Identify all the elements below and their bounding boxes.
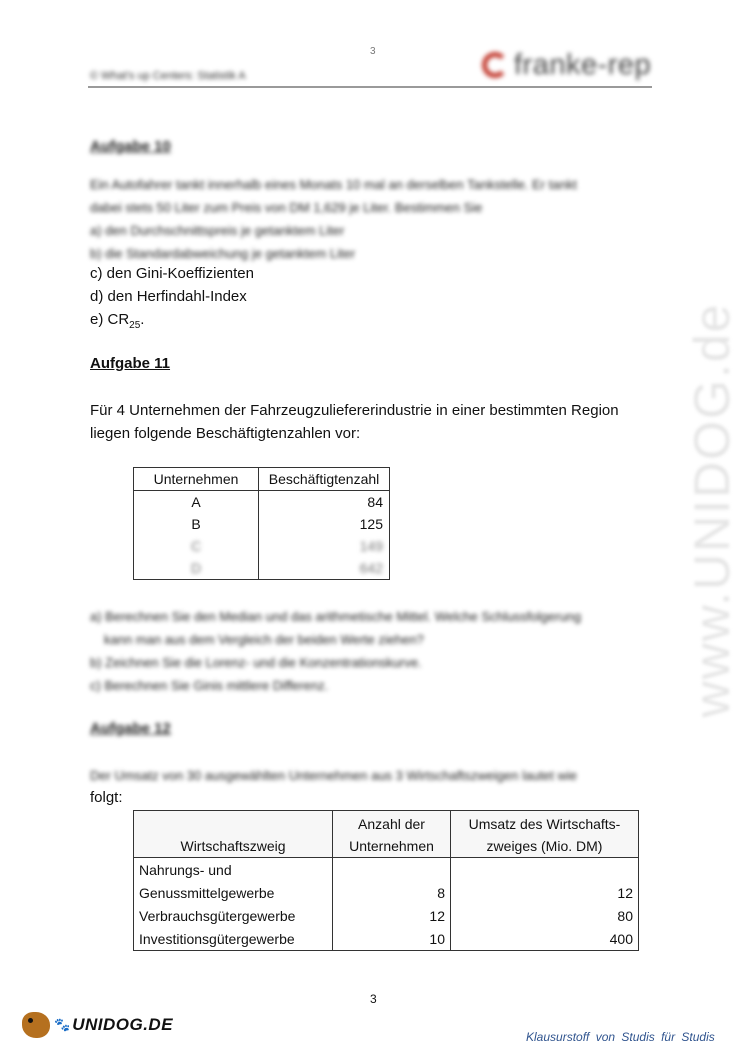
table-row: [134, 927, 639, 951]
sector-name: Genussmittelgewerbe: [134, 881, 333, 904]
company-count: [333, 858, 451, 882]
franke-rep-logo: [482, 45, 651, 85]
page-number: 3: [370, 992, 377, 1006]
aufgabe-12-heading: Aufgabe 12: [90, 720, 171, 737]
paw-icon: 🐾: [54, 1017, 71, 1032]
column-header-unternehmen: Unternehmen: [134, 468, 259, 491]
aufgabe-11-intro-line-1: Für 4 Unternehmen der Fahrzeugzuliefererindustrie in einer bestimmten Region: [90, 402, 619, 419]
company-count: 12: [333, 904, 451, 927]
aufgabe-10-intro-line-2: dabei stets 50 Liter zum Preis von DM 1,629 je Liter. Bestimmen Sie: [90, 200, 483, 215]
item-e-subscript: 25: [129, 320, 141, 331]
company-count: 8: [333, 881, 451, 904]
header-text-line-2: Unternehmen: [349, 838, 434, 854]
aufgabe-10-item-c: c) den Gini-Koeffizienten: [90, 265, 254, 282]
employee-count: 149: [259, 535, 390, 557]
company-name: B: [134, 513, 259, 535]
item-e-suffix: .: [140, 311, 145, 328]
aufgabe-11-heading: Aufgabe 11: [90, 355, 171, 372]
aufgabe-11-item-a-line-1: a) Berechnen Sie den Median und das arithmetische Mittel. Welche Schlussfolgerung: [90, 609, 582, 624]
table-row: [134, 491, 390, 514]
employee-count: 84: [259, 491, 390, 514]
header-page-number: 3: [370, 46, 376, 57]
company-name: A: [134, 491, 259, 514]
aufgabe-10-heading: Aufgabe 10: [90, 138, 171, 155]
aufgabe-11-item-b: b) Zeichnen Sie die Lorenz- und die Konzentrationskurve.: [90, 655, 422, 670]
header-text-line-1: Umsatz des Wirtschafts-: [468, 816, 621, 832]
sector-revenue: 80: [451, 904, 639, 927]
aufgabe-10-item-d: d) den Herfindahl-Index: [90, 288, 247, 305]
revenue-table: [133, 810, 639, 951]
column-header-wirtschaftszweig: [134, 811, 333, 858]
table-row: [134, 904, 639, 927]
column-header-anzahl: [333, 811, 451, 858]
company-name: C: [134, 535, 259, 557]
aufgabe-11-item-c: c) Berechnen Sie Ginis mittlere Differenz.: [90, 678, 329, 693]
footer-tagline: Klausurstoff von Studis für Studis: [526, 1030, 715, 1044]
dog-icon: [22, 1012, 50, 1038]
sector-name: Nahrungs- und: [134, 858, 333, 882]
unidog-logo-text: UNIDOG.DE: [72, 1015, 174, 1034]
employee-count: 642: [259, 557, 390, 580]
sector-name: Investitionsgütergewerbe: [134, 927, 333, 951]
table-row: [134, 557, 390, 580]
sector-revenue: [451, 858, 639, 882]
employee-count: 125: [259, 513, 390, 535]
aufgabe-10-item-b: b) die Standardabweichung je getanktem Liter: [90, 246, 356, 261]
sector-revenue: 12: [451, 881, 639, 904]
aufgabe-12-intro-line-2: folgt:: [90, 789, 123, 806]
header-text-line-1: Anzahl der: [358, 816, 425, 832]
column-header-umsatz: [451, 811, 639, 858]
table-row: [134, 513, 390, 535]
header-divider: [88, 86, 652, 88]
employee-table: [133, 467, 390, 580]
aufgabe-11-item-a-line-2: kann man aus dem Vergleich der beiden Werte ziehen?: [104, 632, 424, 647]
logo-text: franke-rep: [514, 48, 652, 81]
unidog-logo[interactable]: [22, 1012, 173, 1038]
logo-mark-icon: [482, 52, 508, 78]
company-name: D: [134, 557, 259, 580]
aufgabe-10-item-a: a) den Durchschnittspreis je getanktem Liter: [90, 223, 345, 238]
header-title: © What's up Centers: Statistik A: [90, 70, 246, 82]
aufgabe-10-intro-line-1: Ein Autofahrer tankt innerhalb eines Monats 10 mal an derselben Tankstelle. Er tankt: [90, 177, 577, 192]
sector-name: Verbrauchsgütergewerbe: [134, 904, 333, 927]
aufgabe-10-item-e: [90, 308, 144, 337]
item-e-prefix: e) CR: [90, 311, 130, 328]
aufgabe-12-intro-line-1: Der Umsatz von 30 ausgewählten Unternehmen aus 3 Wirtschaftszweigen lautet wie: [90, 768, 578, 783]
table-row: [134, 535, 390, 557]
sector-revenue: 400: [451, 927, 639, 951]
header-text-line-2: zweiges (Mio. DM): [486, 838, 603, 854]
column-header-beschaeftigtenzahl: Beschäftigtenzahl: [259, 468, 390, 491]
table-row: [134, 858, 639, 882]
watermark: www.UNIDOG.de: [684, 302, 740, 718]
company-count: 10: [333, 927, 451, 951]
aufgabe-11-intro-line-2: liegen folgende Beschäftigtenzahlen vor:: [90, 425, 361, 442]
table-row: [134, 881, 639, 904]
header-text: Wirtschaftszweig: [180, 838, 286, 854]
